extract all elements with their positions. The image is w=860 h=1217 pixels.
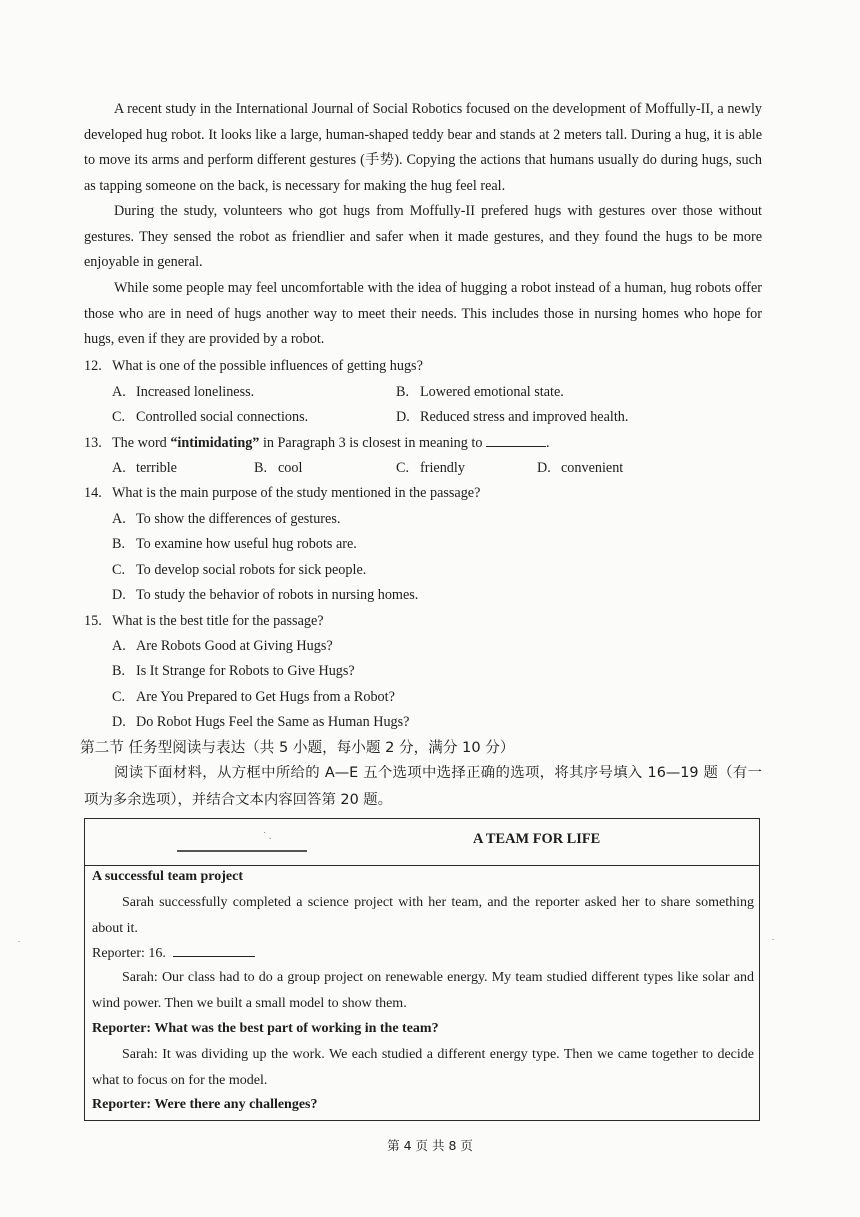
q15-option-a: A. Are Robots Good at Giving Hugs?: [112, 638, 333, 654]
q14-option-c: C. To develop social robots for sick people.: [112, 562, 367, 578]
box-intro: Sarah successfully completed a science project with her team, and the reporter asked her to share something about it.: [92, 895, 754, 936]
passage-paragraph-2: During the study, volunteers who got hugs from Moffully-II prefered hugs with gestures over those without gestures. They sensed the robot as friendlier and safer when it made gestures, and they found the hugs to be more enjoyable in general.: [84, 203, 762, 271]
question-number: 12.: [84, 358, 102, 374]
reading-box: [84, 818, 760, 1121]
q15-option-d: D. Do Robot Hugs Feel the Same as Human Hugs?: [112, 714, 410, 730]
section-heading: 第二节 任务型阅读与表达（共 5 小题，每小题 2 分，满分 10 分）: [80, 739, 515, 756]
reporter-line-16: Reporter: 16.: [92, 942, 255, 964]
scan-speck: .: [772, 932, 775, 942]
q13-option-a: A. terrible: [112, 460, 177, 476]
question-13: 13. The word “intimidating” in Paragraph 3 is closest in meaning to .: [84, 432, 550, 453]
question-stem: What is one of the possible influences of getting hugs?: [112, 358, 423, 374]
box-subheading: A successful team project: [92, 869, 243, 884]
q15-option-c: C. Are You Prepared to Get Hugs from a Robot?: [112, 689, 395, 705]
passage-paragraph-3: While some people may feel uncomfortable with the idea of hugging a robot instead of a human, hug robots offer those who are in need of hugs another way to meet their needs. This includes those in nursing homes who hope for hugs, even if they are provided by a robot.: [84, 280, 762, 348]
q13-option-b: B. cool: [254, 460, 303, 476]
target-word: “intimidating”: [170, 435, 260, 451]
q12-option-a: A. Increased loneliness.: [112, 384, 255, 400]
q12-option-c: C. Controlled social connections.: [112, 409, 309, 425]
q13-option-d: D. convenient: [537, 460, 624, 476]
scan-speck: .: [18, 934, 21, 944]
sarah-answer-1: Sarah: Our class had to do a group project on renewable energy. My team studied different types like solar and wind power. Then we built a small model to show them.: [92, 970, 754, 1011]
question-12: [84, 356, 423, 376]
answer-blank: [486, 432, 546, 447]
reporter-question-2: Reporter: What was the best part of working in the team?: [92, 1021, 439, 1036]
q14-option-a: A. To show the differences of gestures.: [112, 511, 341, 527]
answer-blank-16: [173, 942, 255, 957]
q12-option-d: D. Reduced stress and improved health.: [396, 409, 629, 425]
decorative-line: [177, 850, 307, 852]
section-instructions: 阅读下面材料，从方框中所给的 A—E 五个选项中选择正确的选项，将其序号填入 16—19 题（有一项为多余选项），并结合文本内容回答第 20 题。: [84, 765, 762, 808]
sarah-answer-2: Sarah: It was dividing up the work. We each studied a different energy type. Then we came together to decide what to focus on for the model.: [92, 1047, 754, 1088]
q14-option-b: B. To examine how useful hug robots are.: [112, 536, 357, 552]
decorative-mark: ˙ .: [263, 831, 272, 842]
q13-option-c: C. friendly: [396, 460, 465, 476]
passage-paragraph-1: A recent study in the International Journal of Social Robotics focused on the development of Moffully-II, a newly developed hug robot. It looks like a large, human-shaped teddy bear and stands at 2 meters tall. During a hug, it is able to move its arms and perform different gestures (手势). Copying the actions that humans usually do during hugs, such as tapping someone on the back, is necessary for making the hug feel real.: [84, 101, 762, 194]
q14-option-d: D. To study the behavior of robots in nursing homes.: [112, 587, 419, 603]
q15-option-b: B. Is It Strange for Robots to Give Hugs?: [112, 663, 355, 679]
box-title: A TEAM FOR LIFE: [473, 831, 601, 847]
q12-option-b: B. Lowered emotional state.: [396, 384, 564, 400]
question-14: 14. What is the main purpose of the study mentioned in the passage?: [84, 485, 481, 501]
reporter-question-3: Reporter: Were there any challenges?: [92, 1097, 318, 1112]
page-footer: 第 4 页 共 8 页: [387, 1138, 473, 1153]
question-15: 15. What is the best title for the passage?: [84, 613, 324, 629]
box-header: [85, 819, 759, 866]
